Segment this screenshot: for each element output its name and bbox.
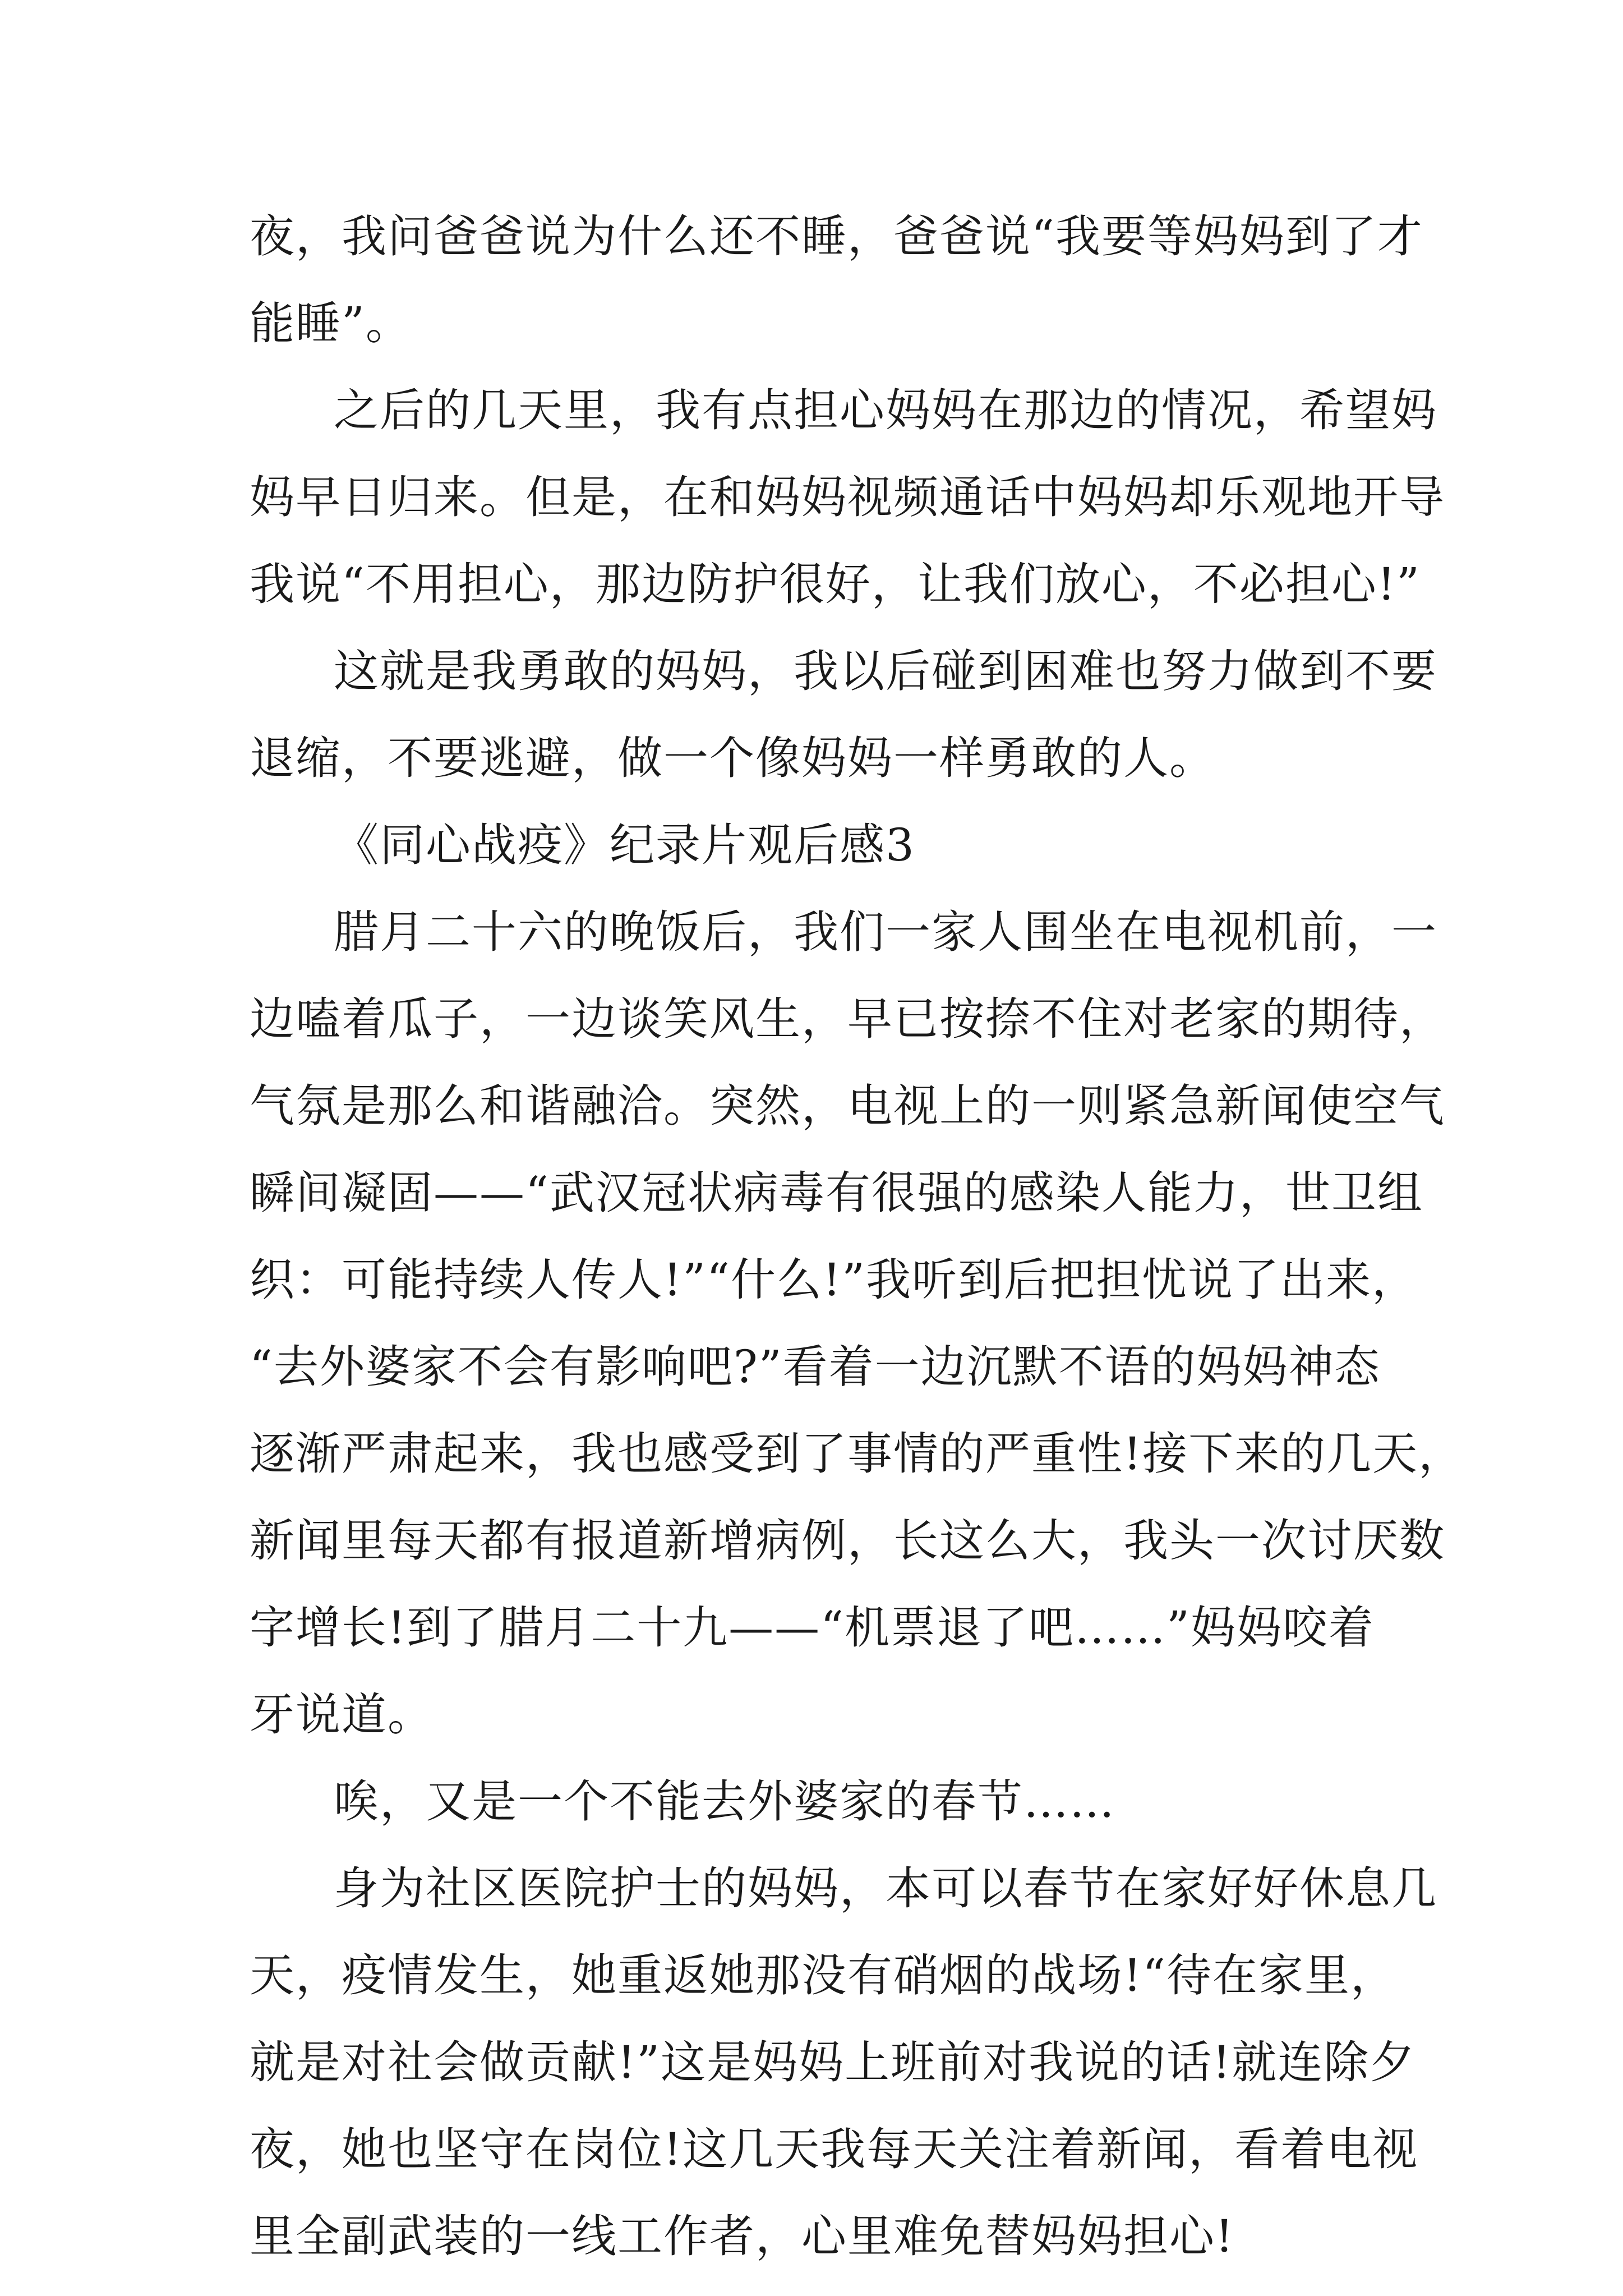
text-line: 就是对社会做贡献!”这是妈妈上班前对我说的话!就连除夕 (250, 2036, 1416, 2088)
text-line: 气氛是那么和谐融洽。突然，电视上的一则紧急新闻使空气 (250, 1080, 1445, 1132)
text-line: 瞬间凝固——“武汉冠状病毒有很强的感染人能力，世卫组 (250, 1167, 1423, 1219)
text-line: 新闻里每天都有报道新增病例，长这么大，我头一次讨厌数 (250, 1515, 1445, 1567)
text-line: 牙说道。 (250, 1688, 434, 1741)
text-line: 妈早日归来。但是，在和妈妈视频通话中妈妈却乐观地开导 (250, 471, 1445, 523)
section-heading: 《同心战疫》纪录片观后感3 (334, 819, 915, 871)
text-line: 逐渐严肃起来，我也感受到了事情的严重性!接下来的几天， (250, 1428, 1465, 1480)
text-line: 织：可能持续人传人!”“什么!”我听到后把担忧说了出来， (250, 1254, 1418, 1306)
paragraph-first-line: 唉，又是一个不能去外婆家的春节…… (334, 1775, 1115, 1828)
text-line: 边嗑着瓜子，一边谈笑风生，早已按捺不住对老家的期待， (250, 993, 1445, 1045)
paragraph-first-line: 腊月二十六的晚饭后，我们一家人围坐在电视机前，一 (334, 906, 1437, 958)
text-line: 里全副武装的一线工作者，心里难免替妈妈担心! (250, 2210, 1235, 2262)
text-line: 夜，她也坚守在岗位!这几天我每天关注着新闻，看着电视 (250, 2123, 1419, 2175)
text-line: 退缩，不要逃避，做一个像妈妈一样勇敢的人。 (250, 732, 1215, 784)
text-line: 能睡”。 (250, 297, 412, 349)
paragraph-first-line: 之后的几天里，我有点担心妈妈在那边的情况，希望妈 (334, 384, 1437, 436)
text-line: 夜，我问爸爸说为什么还不睡，爸爸说“我要等妈妈到了才 (250, 210, 1423, 263)
text-line: 天，疫情发生，她重返她那没有硝烟的战场!“待在家里， (250, 1949, 1397, 2001)
text-line: “去外婆家不会有影响吧?”看着一边沉默不语的妈妈神态 (250, 1341, 1381, 1393)
paragraph-first-line: 身为社区医院护士的妈妈，本可以春节在家好好休息几 (334, 1862, 1437, 1915)
text-line: 字增长!到了腊月二十九——“机票退了吧……”妈妈咬着 (250, 1602, 1375, 1654)
text-line: 我说“不用担心，那边防护很好，让我们放心，不必担心!” (250, 558, 1421, 610)
paragraph-first-line: 这就是我勇敢的妈妈，我以后碰到困难也努力做到不要 (334, 645, 1437, 697)
